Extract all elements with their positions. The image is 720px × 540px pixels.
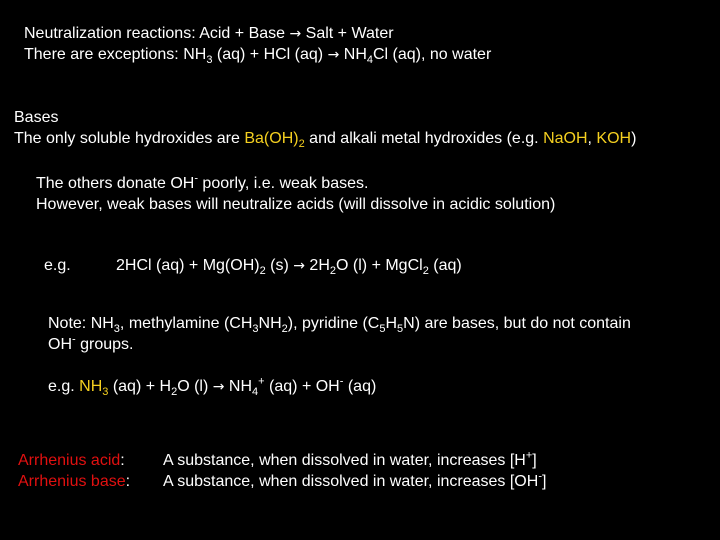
text: NH bbox=[79, 378, 103, 395]
text: There are exceptions: NH bbox=[24, 46, 207, 63]
text: Cl (aq), no water bbox=[373, 46, 492, 63]
text: (aq) bbox=[343, 378, 377, 395]
text: 2HCl (aq) + Mg(OH) bbox=[116, 257, 260, 274]
text: ] bbox=[541, 473, 547, 490]
text: Ba(OH) bbox=[244, 130, 299, 147]
subscript: 3 bbox=[102, 386, 109, 399]
subscript: 2 bbox=[281, 323, 288, 336]
superscript: - bbox=[538, 470, 542, 483]
subscript: 4 bbox=[366, 54, 373, 67]
mgoh2-equation bbox=[116, 256, 462, 276]
text: O (l) bbox=[177, 378, 213, 395]
text: Note: NH bbox=[48, 315, 114, 332]
superscript: - bbox=[194, 172, 198, 185]
text: poorly, i.e. weak bases. bbox=[197, 175, 369, 192]
text: O (l) + MgCl bbox=[336, 257, 423, 274]
subscript: 5 bbox=[397, 323, 404, 336]
text: A substance, when dissolved in water, increases [OH bbox=[163, 473, 539, 490]
text: OH bbox=[48, 336, 72, 353]
text: (aq) bbox=[428, 257, 462, 274]
exceptions-line bbox=[24, 45, 491, 65]
text: H bbox=[385, 315, 398, 332]
subscript: 2 bbox=[422, 265, 429, 278]
arrhenius-base-line bbox=[18, 472, 130, 492]
bases-heading: Bases bbox=[14, 109, 59, 126]
subscript: 3 bbox=[252, 323, 259, 336]
text: , methylamine (CH bbox=[119, 315, 253, 332]
text: NH bbox=[339, 46, 367, 63]
arrhenius-base-term: Arrhenius base bbox=[18, 473, 126, 490]
text: e.g. bbox=[48, 378, 80, 395]
superscript: + bbox=[525, 449, 533, 462]
text: ) bbox=[631, 130, 637, 147]
note-line-1 bbox=[48, 314, 631, 334]
example-label: e.g. bbox=[44, 257, 71, 274]
text: : bbox=[125, 473, 131, 490]
text: and alkali metal hydroxides (e.g. bbox=[304, 130, 544, 147]
baoh-formula bbox=[244, 130, 305, 151]
arrhenius-acid-term: Arrhenius acid bbox=[18, 452, 121, 469]
text: N) are bases, but do not contain bbox=[403, 315, 631, 332]
soluble-hydroxides-line bbox=[14, 129, 636, 149]
note-line-2 bbox=[48, 335, 133, 355]
arrhenius-acid-definition bbox=[163, 451, 537, 471]
text: The others donate OH bbox=[36, 175, 195, 192]
nh3-equation bbox=[48, 377, 376, 397]
text: Neutralization reactions: Acid + Base bbox=[24, 25, 290, 42]
text: groups. bbox=[75, 336, 134, 353]
neutralization-line bbox=[24, 24, 394, 44]
arrhenius-base-definition bbox=[163, 472, 546, 492]
neutralize-acids-line: However, weak bases will neutralize acids (will dissolve in acidic solution) bbox=[36, 196, 556, 213]
nh3-formula bbox=[79, 378, 109, 399]
arrow-icon: → bbox=[289, 26, 302, 42]
text: A substance, when dissolved in water, increases [H bbox=[163, 452, 526, 469]
text: (aq) + H bbox=[108, 378, 172, 395]
text: , bbox=[587, 130, 597, 147]
subscript: 3 bbox=[113, 323, 120, 336]
subscript: 2 bbox=[171, 386, 178, 399]
text: ] bbox=[532, 452, 537, 469]
text: NH bbox=[224, 378, 253, 395]
subscript: 5 bbox=[379, 323, 386, 336]
subscript: 4 bbox=[252, 386, 259, 399]
text: The only soluble hydroxides are bbox=[14, 130, 245, 147]
text: ), pyridine (C bbox=[287, 315, 380, 332]
text: (s) bbox=[265, 257, 294, 274]
koh-formula: KOH bbox=[596, 130, 632, 147]
subscript: 2 bbox=[329, 265, 337, 278]
subscript: 2 bbox=[298, 138, 305, 151]
arrow-icon: → bbox=[293, 258, 305, 274]
weak-bases-line bbox=[36, 174, 368, 194]
text: Salt + Water bbox=[301, 25, 394, 42]
arrhenius-acid-line bbox=[18, 451, 125, 471]
text: 2H bbox=[304, 257, 330, 274]
superscript: + bbox=[258, 375, 265, 388]
text: : bbox=[120, 452, 125, 469]
subscript: 3 bbox=[206, 54, 213, 67]
arrow-icon: → bbox=[327, 47, 340, 63]
naoh-formula: NaOH bbox=[543, 130, 588, 147]
subscript: 2 bbox=[259, 265, 266, 278]
text: (aq) + HCl (aq) bbox=[212, 46, 328, 63]
text: (aq) + OH bbox=[264, 378, 340, 395]
superscript: - bbox=[72, 333, 76, 346]
superscript: - bbox=[339, 375, 344, 388]
text: NH bbox=[258, 315, 282, 332]
arrow-icon: → bbox=[212, 379, 225, 395]
